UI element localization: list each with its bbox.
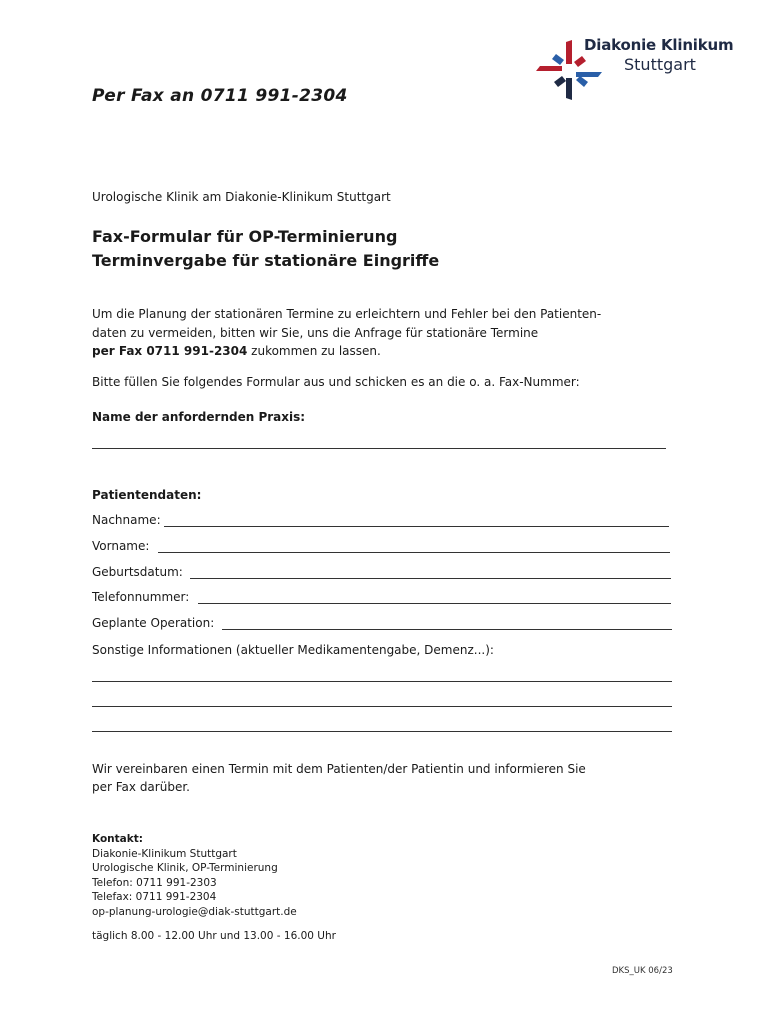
- closing-line1: Wir vereinbaren einen Termin mit dem Patienten/der Patientin und informieren Sie: [92, 762, 586, 776]
- sonstige-line-2[interactable]: [92, 706, 672, 707]
- contact-line1: Diakonie-Klinikum Stuttgart: [92, 847, 237, 860]
- contact-fax: Telefax: 0711 991-2304: [92, 891, 217, 904]
- praxis-label: Name der anfordernden Praxis:: [92, 410, 306, 424]
- nachname-line[interactable]: [164, 526, 669, 527]
- intro-fax-number: per Fax 0711 991-2304: [92, 344, 248, 358]
- logo-city: Stuttgart: [624, 55, 696, 74]
- contact-email[interactable]: op-planung-urologie@diak-stuttgart.de: [92, 905, 297, 918]
- operation-label: Geplante Operation:: [92, 616, 215, 630]
- intro-line2: daten zu vermeiden, bitten wir Sie, uns die Anfrage für stationäre Termine: [92, 325, 539, 340]
- geburtsdatum-label: Geburtsdatum:: [92, 565, 183, 579]
- closing-line2: per Fax darüber.: [92, 780, 190, 794]
- logo-name: Diakonie Klinikum: [584, 36, 734, 54]
- operation-line[interactable]: [222, 629, 672, 630]
- patient-heading: Patientendaten:: [92, 488, 202, 502]
- intro-paragraph: [92, 305, 652, 361]
- diakonie-logo: [536, 34, 746, 100]
- sonstige-line-1[interactable]: [92, 681, 672, 682]
- form-title: [92, 225, 439, 273]
- intro-line3: [92, 342, 652, 361]
- contact-block: [92, 832, 297, 920]
- clinic-name: Urologische Klinik am Diakonie-Klinikum Stuttgart: [92, 190, 391, 204]
- intro-line3-rest: zukommen zu lassen.: [247, 344, 381, 358]
- intro-line1: Um die Planung der stationären Termine zu erleichtern und Fehler bei den Patienten-: [92, 307, 602, 321]
- sonstige-line-3[interactable]: [92, 731, 672, 732]
- contact-heading: Kontakt:: [92, 833, 143, 845]
- nachname-label: Nachname:: [92, 513, 161, 527]
- contact-phone: Telefon: 0711 991-2303: [92, 876, 217, 889]
- instruction-text: Bitte füllen Sie folgendes Formular aus und schicken es an die o. a. Fax-Nummer:: [92, 375, 580, 389]
- form-title-line1: Fax-Formular für OP-Terminierung: [92, 227, 398, 246]
- vorname-line[interactable]: [158, 552, 670, 553]
- praxis-name-line[interactable]: [92, 448, 666, 449]
- sonstige-label: Sonstige Informationen (aktueller Medikamentengabe, Demenz...):: [92, 643, 494, 657]
- form-title-line2: Terminvergabe für stationäre Eingriffe: [92, 251, 440, 270]
- fax-heading: Per Fax an 0711 991-2304: [92, 86, 348, 106]
- geburtsdatum-line[interactable]: [190, 578, 671, 579]
- vorname-label: Vorname:: [92, 539, 150, 553]
- telefonnummer-label: Telefonnummer:: [92, 590, 190, 604]
- office-hours: täglich 8.00 - 12.00 Uhr und 13.00 - 16.00 Uhr: [92, 930, 336, 942]
- telefonnummer-line[interactable]: [198, 603, 671, 604]
- closing-paragraph: [92, 760, 652, 796]
- document-reference: DKS_UK 06/23: [612, 966, 673, 976]
- contact-line2: Urologische Klinik, OP-Terminierung: [92, 862, 278, 875]
